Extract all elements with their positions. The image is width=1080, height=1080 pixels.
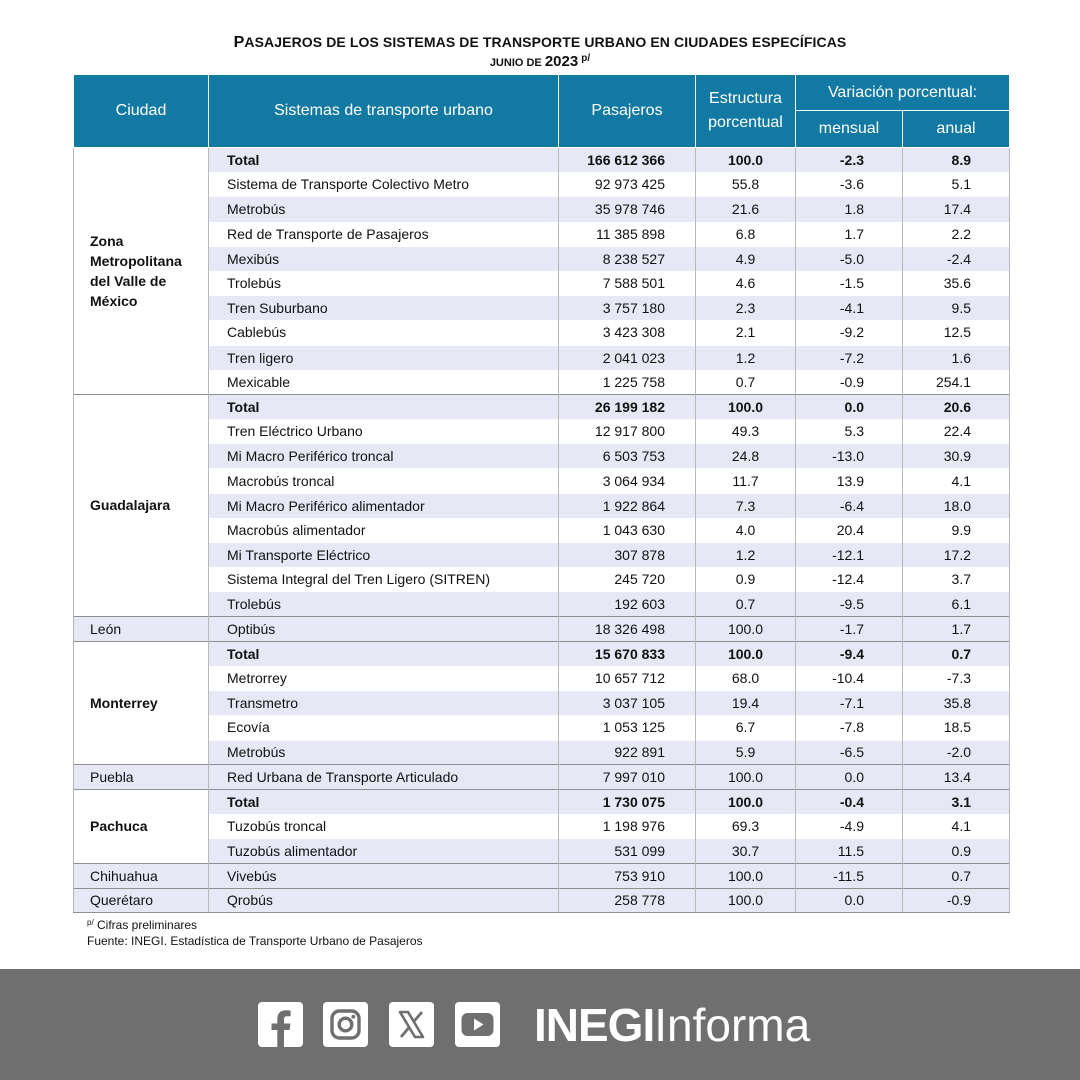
system-cell: Mi Macro Periférico troncal bbox=[209, 444, 559, 469]
monthly-variation-cell: -4.9 bbox=[796, 814, 903, 839]
passengers-cell: 35 978 746 bbox=[559, 197, 696, 222]
monthly-variation-cell: 0.0 bbox=[796, 394, 903, 419]
city-name: Metropolitana bbox=[90, 252, 182, 269]
table-row bbox=[74, 691, 1010, 716]
passengers-cell: 7 997 010 bbox=[559, 765, 696, 790]
system-cell: Tren ligero bbox=[209, 345, 559, 370]
annual-variation-cell: 9.5 bbox=[903, 296, 1010, 321]
annual-variation-cell: 0.9 bbox=[903, 839, 1010, 864]
passengers-cell: 1 053 125 bbox=[559, 715, 696, 740]
passengers-cell: 192 603 bbox=[559, 592, 696, 617]
passengers-table bbox=[73, 74, 1010, 913]
structure-cell: 100.0 bbox=[696, 789, 796, 814]
passengers-cell: 1 730 075 bbox=[559, 789, 696, 814]
passengers-cell: 10 657 712 bbox=[559, 666, 696, 691]
table-row bbox=[74, 863, 1010, 888]
annual-variation-cell: 13.4 bbox=[903, 765, 1010, 790]
table-row bbox=[74, 543, 1010, 568]
footer-bar bbox=[0, 969, 1080, 1080]
monthly-variation-cell: -9.5 bbox=[796, 592, 903, 617]
monthly-variation-cell: 20.4 bbox=[796, 518, 903, 543]
annual-variation-cell: 5.1 bbox=[903, 172, 1010, 197]
monthly-variation-cell: -6.5 bbox=[796, 740, 903, 765]
city-cell bbox=[74, 789, 209, 863]
passengers-cell: 18 326 498 bbox=[559, 617, 696, 642]
passengers-cell: 2 041 023 bbox=[559, 345, 696, 370]
system-cell: Total bbox=[209, 789, 559, 814]
table-row bbox=[74, 246, 1010, 271]
system-cell: Macrobús alimentador bbox=[209, 518, 559, 543]
structure-cell: 100.0 bbox=[696, 765, 796, 790]
structure-cell: 4.9 bbox=[696, 246, 796, 271]
structure-cell: 19.4 bbox=[696, 691, 796, 716]
annual-variation-cell: 6.1 bbox=[903, 592, 1010, 617]
city-cell bbox=[74, 863, 209, 888]
table-row bbox=[74, 567, 1010, 592]
city-name: Zona bbox=[90, 232, 124, 249]
structure-cell: 6.8 bbox=[696, 222, 796, 247]
table-row bbox=[74, 715, 1010, 740]
table-row bbox=[74, 888, 1010, 913]
header-structure: Estructura porcentual bbox=[696, 75, 796, 148]
system-cell: Tren Suburbano bbox=[209, 296, 559, 321]
city-cell bbox=[74, 888, 209, 913]
annual-variation-cell: 254.1 bbox=[903, 370, 1010, 395]
table-row-total bbox=[74, 148, 1010, 173]
system-cell: Tuzobús alimentador bbox=[209, 839, 559, 864]
monthly-variation-cell: -1.7 bbox=[796, 617, 903, 642]
passengers-cell: 1 198 976 bbox=[559, 814, 696, 839]
structure-cell: 0.7 bbox=[696, 592, 796, 617]
system-cell: Red de Transporte de Pasajeros bbox=[209, 222, 559, 247]
monthly-variation-cell: -5.0 bbox=[796, 246, 903, 271]
annual-variation-cell: -2.4 bbox=[903, 246, 1010, 271]
table-row bbox=[74, 814, 1010, 839]
structure-cell: 5.9 bbox=[696, 740, 796, 765]
system-cell: Mi Macro Periférico alimentador bbox=[209, 493, 559, 518]
system-cell: Metrobús bbox=[209, 197, 559, 222]
city-name: Guadalajara bbox=[90, 497, 171, 514]
system-cell: Total bbox=[209, 148, 559, 173]
passengers-cell: 1 922 864 bbox=[559, 493, 696, 518]
annual-variation-cell: 0.7 bbox=[903, 641, 1010, 666]
monthly-variation-cell: -9.2 bbox=[796, 320, 903, 345]
monthly-variation-cell: -7.8 bbox=[796, 715, 903, 740]
footnote-preliminary: $^{p/}$ Cifras preliminares bbox=[87, 918, 198, 932]
passengers-cell: 753 910 bbox=[559, 863, 696, 888]
structure-cell: 4.6 bbox=[696, 271, 796, 296]
table-row bbox=[74, 222, 1010, 247]
table-row bbox=[74, 839, 1010, 864]
table-row bbox=[74, 592, 1010, 617]
structure-cell: 55.8 bbox=[696, 172, 796, 197]
monthly-variation-cell: -12.1 bbox=[796, 543, 903, 568]
city-name: Chihuahua bbox=[90, 867, 158, 884]
structure-cell: 1.2 bbox=[696, 345, 796, 370]
passengers-cell: 92 973 425 bbox=[559, 172, 696, 197]
header-annual: anual bbox=[903, 111, 1010, 148]
structure-cell: 100.0 bbox=[696, 148, 796, 173]
annual-variation-cell: -2.0 bbox=[903, 740, 1010, 765]
city-name: México bbox=[90, 292, 138, 309]
table-row bbox=[74, 765, 1010, 790]
structure-cell: 11.7 bbox=[696, 468, 796, 493]
annual-variation-cell: 18.5 bbox=[903, 715, 1010, 740]
system-cell: Macrobús troncal bbox=[209, 468, 559, 493]
monthly-variation-cell: -3.6 bbox=[796, 172, 903, 197]
table-row-total bbox=[74, 394, 1010, 419]
annual-variation-cell: 3.7 bbox=[903, 567, 1010, 592]
monthly-variation-cell: -2.3 bbox=[796, 148, 903, 173]
structure-cell: 1.2 bbox=[696, 543, 796, 568]
monthly-variation-cell: -7.2 bbox=[796, 345, 903, 370]
city-name: del Valle de bbox=[90, 272, 167, 289]
annual-variation-cell: 3.1 bbox=[903, 789, 1010, 814]
structure-cell: 100.0 bbox=[696, 641, 796, 666]
system-cell: Sistema Integral del Tren Ligero (SITREN) bbox=[209, 567, 559, 592]
monthly-variation-cell: -10.4 bbox=[796, 666, 903, 691]
system-cell: Metrobús bbox=[209, 740, 559, 765]
passengers-cell: 922 891 bbox=[559, 740, 696, 765]
passengers-cell: 15 670 833 bbox=[559, 641, 696, 666]
annual-variation-cell: -7.3 bbox=[903, 666, 1010, 691]
structure-cell: 100.0 bbox=[696, 617, 796, 642]
system-cell: Optibús bbox=[209, 617, 559, 642]
passengers-cell: 3 064 934 bbox=[559, 468, 696, 493]
passengers-cell: 7 588 501 bbox=[559, 271, 696, 296]
monthly-variation-cell: -4.1 bbox=[796, 296, 903, 321]
passengers-cell: 166 612 366 bbox=[559, 148, 696, 173]
inegi-informa-logo: INEGIInforma bbox=[534, 999, 811, 1051]
structure-cell: 0.9 bbox=[696, 567, 796, 592]
table-title: PASAJEROS DE LOS SISTEMAS DE TRANSPORTE URBANO EN CIUDADES ESPECÍFICAS bbox=[233, 34, 847, 51]
table-row bbox=[74, 617, 1010, 642]
passengers-cell: 1 225 758 bbox=[559, 370, 696, 395]
annual-variation-cell: 1.7 bbox=[903, 617, 1010, 642]
system-cell: Mexibús bbox=[209, 246, 559, 271]
table-row bbox=[74, 666, 1010, 691]
structure-cell: 0.7 bbox=[696, 370, 796, 395]
annual-variation-cell: 30.9 bbox=[903, 444, 1010, 469]
structure-cell: 69.3 bbox=[696, 814, 796, 839]
header-monthly: mensual bbox=[796, 111, 903, 148]
header-variation: Variación porcentual: bbox=[796, 75, 1010, 111]
passengers-cell: 3 037 105 bbox=[559, 691, 696, 716]
city-name: Pachuca bbox=[90, 818, 148, 835]
passengers-cell: 258 778 bbox=[559, 888, 696, 913]
system-cell: Mexicable bbox=[209, 370, 559, 395]
annual-variation-cell: 35.8 bbox=[903, 691, 1010, 716]
annual-variation-cell: 35.6 bbox=[903, 271, 1010, 296]
table-row bbox=[74, 197, 1010, 222]
annual-variation-cell: 8.9 bbox=[903, 148, 1010, 173]
header-system: Sistemas de transporte urbano bbox=[209, 75, 559, 148]
annual-variation-cell: -0.9 bbox=[903, 888, 1010, 913]
system-cell: Trolebús bbox=[209, 271, 559, 296]
passengers-cell: 245 720 bbox=[559, 567, 696, 592]
monthly-variation-cell: -1.5 bbox=[796, 271, 903, 296]
system-cell: Tuzobús troncal bbox=[209, 814, 559, 839]
system-cell: Cablebús bbox=[209, 320, 559, 345]
structure-cell: 2.3 bbox=[696, 296, 796, 321]
table-row bbox=[74, 345, 1010, 370]
table-row bbox=[74, 419, 1010, 444]
system-cell: Total bbox=[209, 394, 559, 419]
annual-variation-cell: 12.5 bbox=[903, 320, 1010, 345]
table-row bbox=[74, 172, 1010, 197]
annual-variation-cell: 0.7 bbox=[903, 863, 1010, 888]
table-row bbox=[74, 518, 1010, 543]
annual-variation-cell: 1.6 bbox=[903, 345, 1010, 370]
monthly-variation-cell: -7.1 bbox=[796, 691, 903, 716]
instagram-icon[interactable] bbox=[323, 1002, 368, 1047]
table-body bbox=[74, 148, 1010, 913]
monthly-variation-cell: -11.5 bbox=[796, 863, 903, 888]
monthly-variation-cell: -12.4 bbox=[796, 567, 903, 592]
structure-cell: 68.0 bbox=[696, 666, 796, 691]
annual-variation-cell: 18.0 bbox=[903, 493, 1010, 518]
city-cell bbox=[74, 765, 209, 790]
structure-cell: 6.7 bbox=[696, 715, 796, 740]
system-cell: Tren Eléctrico Urbano bbox=[209, 419, 559, 444]
structure-cell: 21.6 bbox=[696, 197, 796, 222]
annual-variation-cell: 22.4 bbox=[903, 419, 1010, 444]
passengers-cell: 12 917 800 bbox=[559, 419, 696, 444]
table-row bbox=[74, 271, 1010, 296]
monthly-variation-cell: 5.3 bbox=[796, 419, 903, 444]
city-name: Monterrey bbox=[90, 694, 158, 711]
city-name: León bbox=[90, 620, 122, 637]
footnotes bbox=[87, 915, 423, 949]
system-cell: Total bbox=[209, 641, 559, 666]
monthly-variation-cell: 11.5 bbox=[796, 839, 903, 864]
table-row bbox=[74, 296, 1010, 321]
system-cell: Transmetro bbox=[209, 691, 559, 716]
system-cell: Qrobús bbox=[209, 888, 559, 913]
city-name: Querétaro bbox=[90, 892, 154, 909]
table-row-total bbox=[74, 641, 1010, 666]
monthly-variation-cell: -6.4 bbox=[796, 493, 903, 518]
system-cell: Ecovía bbox=[209, 715, 559, 740]
system-cell: Trolebús bbox=[209, 592, 559, 617]
passengers-cell: 3 423 308 bbox=[559, 320, 696, 345]
city-name: Puebla bbox=[90, 769, 134, 786]
monthly-variation-cell: -0.9 bbox=[796, 370, 903, 395]
system-cell: Vivebús bbox=[209, 863, 559, 888]
table-row bbox=[74, 370, 1010, 395]
passengers-cell: 1 043 630 bbox=[559, 518, 696, 543]
structure-cell: 100.0 bbox=[696, 394, 796, 419]
table-row-total bbox=[74, 789, 1010, 814]
annual-variation-cell: 20.6 bbox=[903, 394, 1010, 419]
table-row bbox=[74, 493, 1010, 518]
city-cell bbox=[74, 394, 209, 616]
passengers-cell: 8 238 527 bbox=[559, 246, 696, 271]
monthly-variation-cell: 0.0 bbox=[796, 765, 903, 790]
structure-cell: 2.1 bbox=[696, 320, 796, 345]
annual-variation-cell: 17.4 bbox=[903, 197, 1010, 222]
monthly-variation-cell: 13.9 bbox=[796, 468, 903, 493]
table-subtitle: JUNIO DE 2023 $^{p/}$ bbox=[489, 53, 591, 70]
structure-cell: 4.0 bbox=[696, 518, 796, 543]
x-icon[interactable] bbox=[389, 1002, 434, 1047]
system-cell: Red Urbana de Transporte Articulado bbox=[209, 765, 559, 790]
footnote-source: Fuente: INEGI. Estadística de Transporte Urbano de Pasajeros bbox=[87, 934, 423, 948]
annual-variation-cell: 2.2 bbox=[903, 222, 1010, 247]
annual-variation-cell: 9.9 bbox=[903, 518, 1010, 543]
structure-cell: 100.0 bbox=[696, 888, 796, 913]
passengers-cell: 11 385 898 bbox=[559, 222, 696, 247]
header-passengers: Pasajeros bbox=[559, 75, 696, 148]
structure-cell: 30.7 bbox=[696, 839, 796, 864]
passengers-cell: 26 199 182 bbox=[559, 394, 696, 419]
table-row bbox=[74, 320, 1010, 345]
structure-cell: 100.0 bbox=[696, 863, 796, 888]
structure-cell: 49.3 bbox=[696, 419, 796, 444]
youtube-icon[interactable] bbox=[455, 1002, 500, 1047]
system-cell: Metrorrey bbox=[209, 666, 559, 691]
monthly-variation-cell: 0.0 bbox=[796, 888, 903, 913]
system-cell: Mi Transporte Eléctrico bbox=[209, 543, 559, 568]
annual-variation-cell: 4.1 bbox=[903, 814, 1010, 839]
city-cell bbox=[74, 148, 209, 395]
structure-cell: 7.3 bbox=[696, 493, 796, 518]
monthly-variation-cell: 1.8 bbox=[796, 197, 903, 222]
annual-variation-cell: 4.1 bbox=[903, 468, 1010, 493]
passengers-cell: 307 878 bbox=[559, 543, 696, 568]
header-city: Ciudad bbox=[74, 75, 209, 148]
facebook-icon[interactable] bbox=[258, 1002, 303, 1047]
table-row bbox=[74, 468, 1010, 493]
city-cell bbox=[74, 641, 209, 764]
city-cell bbox=[74, 617, 209, 642]
annual-variation-cell: 17.2 bbox=[903, 543, 1010, 568]
structure-cell: 24.8 bbox=[696, 444, 796, 469]
passengers-cell: 3 757 180 bbox=[559, 296, 696, 321]
monthly-variation-cell: 1.7 bbox=[796, 222, 903, 247]
passengers-cell: 531 099 bbox=[559, 839, 696, 864]
table-row bbox=[74, 740, 1010, 765]
passengers-cell: 6 503 753 bbox=[559, 444, 696, 469]
system-cell: Sistema de Transporte Colectivo Metro bbox=[209, 172, 559, 197]
monthly-variation-cell: -0.4 bbox=[796, 789, 903, 814]
table-row bbox=[74, 444, 1010, 469]
monthly-variation-cell: -13.0 bbox=[796, 444, 903, 469]
monthly-variation-cell: -9.4 bbox=[796, 641, 903, 666]
